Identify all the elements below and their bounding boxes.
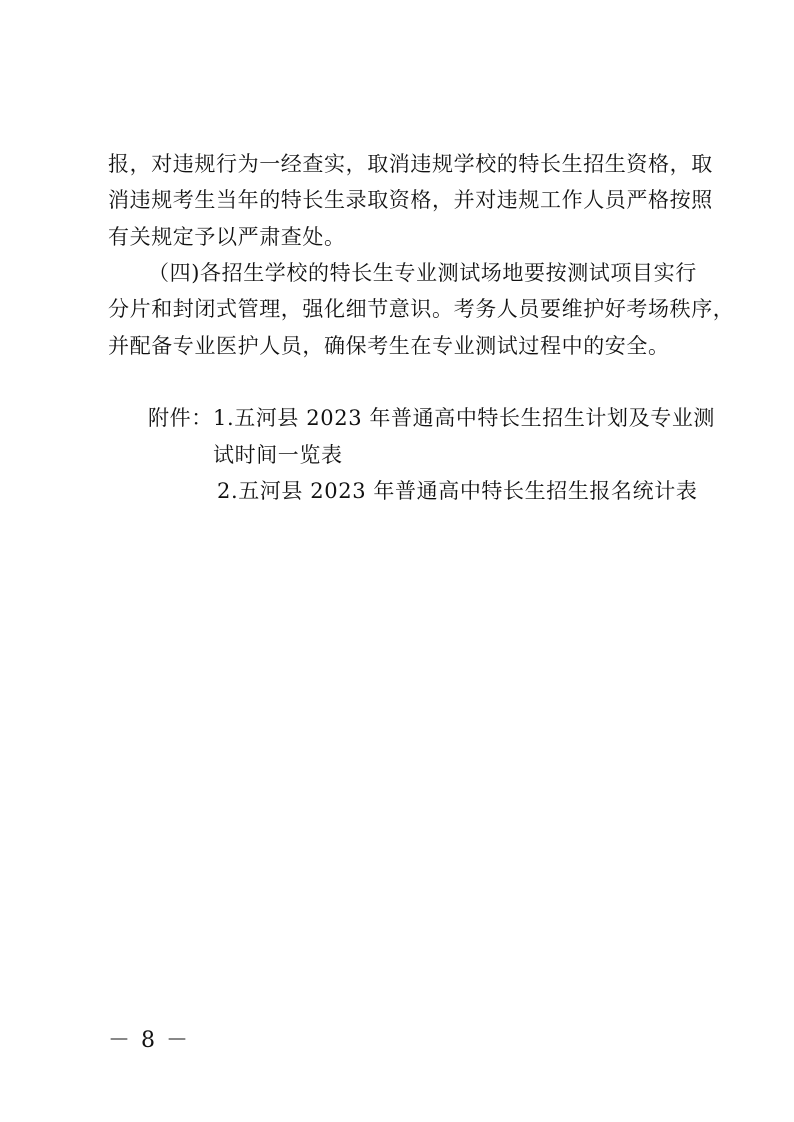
paragraph-line: 消违规考生当年的特长生录取资格，并对违规工作人员严格按照 — [108, 188, 713, 212]
paragraph-line: 有关规定予以严肃查处。 — [108, 225, 346, 249]
paragraph-line: 并配备专业医护人员，确保考生在专业测试过程中的安全。 — [108, 334, 670, 358]
page-number: － 8 － — [108, 1028, 190, 1053]
attachment-item-1-continued: 试时间一览表 — [213, 443, 343, 467]
attachment-item-2: 2.五河县 2023 年普通高中特长生招生报名统计表 — [217, 479, 698, 503]
paragraph-line: 报，对违规行为一经查实，取消违规学校的特长生招生资格，取 — [108, 152, 713, 176]
attachment-item-1: 1.五河县 2023 年普通高中特长生招生计划及专业测 — [213, 406, 716, 430]
paragraph-line: （四)各招生学校的特长生专业测试场地要按测试项目实行 — [148, 261, 697, 285]
attachments-label: 附件： — [148, 406, 213, 430]
paragraph-line: 分片和封闭式管理，强化细节意识。考务人员要维护好考场秩序， — [108, 297, 735, 321]
